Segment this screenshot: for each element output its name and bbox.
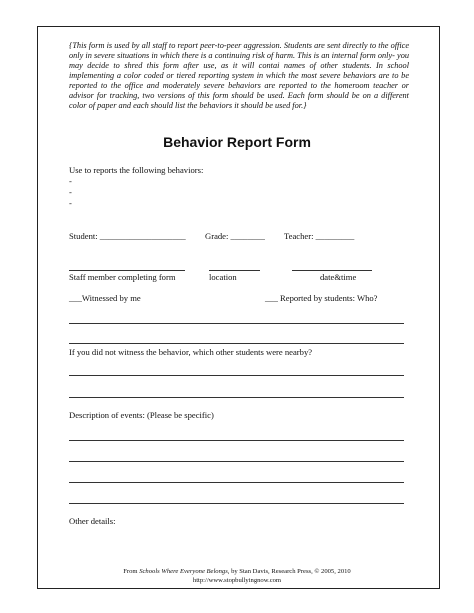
nearby-question: If you did not witness the behavior, which other students were nearby?	[69, 347, 313, 357]
behavior-bullet-3[interactable]: -	[69, 198, 72, 208]
staff-member-label: Staff member completing form	[69, 272, 176, 282]
footer-book-title: Schools Where Everyone Belongs	[139, 568, 228, 575]
behavior-bullet-2[interactable]: -	[69, 187, 72, 197]
description-line-1[interactable]	[69, 440, 404, 441]
description-label: Description of events: (Please be specific)	[69, 410, 214, 420]
other-details-label: Other details:	[69, 516, 116, 526]
nearby-line-1[interactable]	[69, 375, 404, 376]
reported-line-2[interactable]	[69, 343, 404, 344]
location-label: location	[209, 272, 237, 282]
witnessed-checkbox[interactable]: ___Witnessed by me	[69, 293, 141, 303]
footer-citation	[0, 568, 474, 575]
behaviors-instruction: Use to reports the following behaviors:	[69, 165, 204, 175]
footer-suffix: , by Stan Davis, Research Press, © 2005, 2010	[227, 568, 351, 575]
footer-prefix: From	[123, 568, 140, 575]
behavior-bullet-1[interactable]: -	[69, 176, 72, 186]
date-time-label: date&time	[320, 272, 357, 282]
date-time-line[interactable]	[292, 270, 372, 271]
description-line-2[interactable]	[69, 461, 404, 462]
student-field[interactable]: Student: ____________________	[69, 231, 186, 241]
reported-line-1[interactable]	[69, 323, 404, 324]
footer-url[interactable]: http://www.stopbullyingnow.com	[192, 577, 282, 584]
intro-note: {This form is used by all staff to report peer-to-peer aggression. Students are sent directly to the office only in severe situations in which there is a continuing risk of harm. This is an internal form only- you may decide to shred this form after use, as it will contai names of other students. In school implementing a color coded or tiered reporting system in which the most severe behaviors are to be reported to the office and moderately severe behaviors are reported to the homeroom teacher or advisor for tracking, two versions of this form should be used. Each form should be on a different color of paper and each should list the behaviors it should be used for.}	[69, 41, 409, 110]
teacher-field[interactable]: Teacher: _________	[284, 231, 355, 241]
nearby-line-2[interactable]	[69, 397, 404, 398]
location-line[interactable]	[209, 270, 260, 271]
grade-field[interactable]: Grade: ________	[205, 231, 265, 241]
form-title: Behavior Report Form	[163, 134, 311, 150]
reported-checkbox[interactable]: ___ Reported by students: Who?	[265, 293, 378, 303]
description-line-3[interactable]	[69, 482, 404, 483]
description-line-4[interactable]	[69, 503, 404, 504]
staff-member-line[interactable]	[69, 270, 185, 271]
